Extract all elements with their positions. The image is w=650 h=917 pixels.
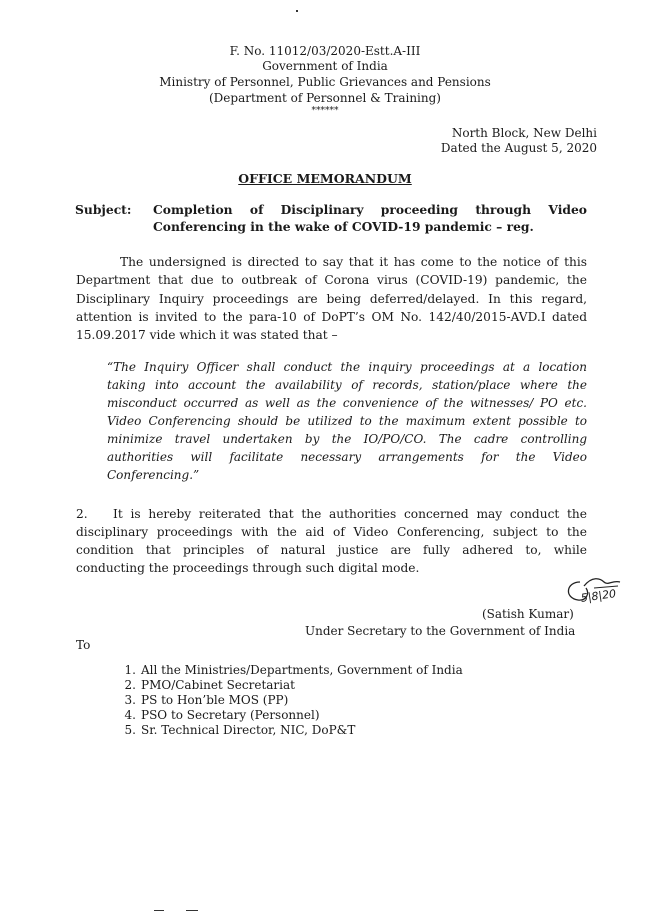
scan-speck: [296, 10, 298, 12]
quote-line: “The Inquiry Officer shall conduct the inquiry proceedings at a location: [107, 360, 587, 374]
quote-line: Video Conferencing should be utilized to the maximum extent possible to: [107, 414, 587, 428]
subject-line-2: Conferencing in the wake of COVID-19 pandemic – reg.: [153, 219, 534, 234]
para1-line: The undersigned is directed to say that it has come to the notice of this: [120, 255, 587, 269]
quote-line: Conferencing.”: [107, 468, 200, 482]
recipient-number: 1.: [124, 663, 136, 677]
ministry-line: Ministry of Personnel, Public Grievances and Pensions: [159, 75, 491, 89]
header-stars: ******: [311, 106, 339, 116]
recipient-number: 4.: [124, 708, 136, 722]
recipient-item: PSO to Secretary (Personnel): [141, 708, 320, 722]
date-line: Dated the August 5, 2020: [440, 141, 597, 155]
quote-line: misconduct occurred as well as the convenience of the witnesses/ PO etc.: [107, 396, 587, 410]
scan-mark: [186, 910, 198, 911]
subject-line-1: Completion of Disciplinary proceeding through Video: [153, 202, 587, 217]
para2-number: 2.: [76, 507, 88, 521]
recipient-number: 3.: [124, 693, 136, 707]
para2-line: condition that principles of natural justice are fully adhered to, while: [76, 543, 587, 557]
quote-line: authorities will facilitate necessary arrangements for the Video: [107, 450, 587, 464]
quote-line: minimize travel undertaken by the IO/PO/CO. The cadre controlling: [107, 432, 587, 446]
recipient-item: PMO/Cabinet Secretariat: [141, 678, 295, 692]
recipient-number: 2.: [124, 678, 136, 692]
signatory-designation: Under Secretary to the Government of India: [305, 624, 576, 638]
handwritten-date: 5|8|20: [580, 587, 617, 605]
place-line: North Block, New Delhi: [451, 126, 597, 140]
para1-line: attention is invited to the para-10 of DoPT’s OM No. 142/40/2015-AVD.I dated: [76, 310, 587, 324]
department-line: (Department of Personnel & Training): [209, 91, 441, 105]
para2-line: conducting the proceedings through such digital mode.: [76, 561, 420, 575]
para2-line: disciplinary proceedings with the aid of Video Conferencing, subject to the: [76, 525, 587, 539]
para1-line: 15.09.2017 vide which it was stated that –: [76, 328, 338, 342]
government-line: Government of India: [262, 59, 388, 73]
quote-line: taking into account the availability of records, station/place where the: [107, 378, 587, 392]
recipient-item: All the Ministries/Departments, Government of India: [141, 663, 463, 677]
signatory-name: (Satish Kumar): [482, 607, 574, 621]
recipient-item: PS to Hon’ble MOS (PP): [141, 693, 289, 707]
to-label: To: [76, 638, 91, 652]
para2-line: It is hereby reiterated that the authorities concerned may conduct the: [113, 507, 587, 521]
scan-mark: [154, 910, 164, 911]
para1-line: Department that due to outbreak of Corona virus (COVID-19) pandemic, the: [76, 273, 587, 287]
subject-label: Subject:: [75, 202, 132, 217]
memo-title: OFFICE MEMORANDUM: [238, 171, 412, 186]
recipient-item: Sr. Technical Director, NIC, DoP&T: [141, 723, 356, 737]
file-number: F. No. 11012/03/2020-Estt.A-III: [229, 44, 421, 58]
recipient-number: 5.: [124, 723, 136, 737]
para1-line: Disciplinary Inquiry proceedings are being deferred/delayed. In this regard,: [76, 292, 587, 306]
